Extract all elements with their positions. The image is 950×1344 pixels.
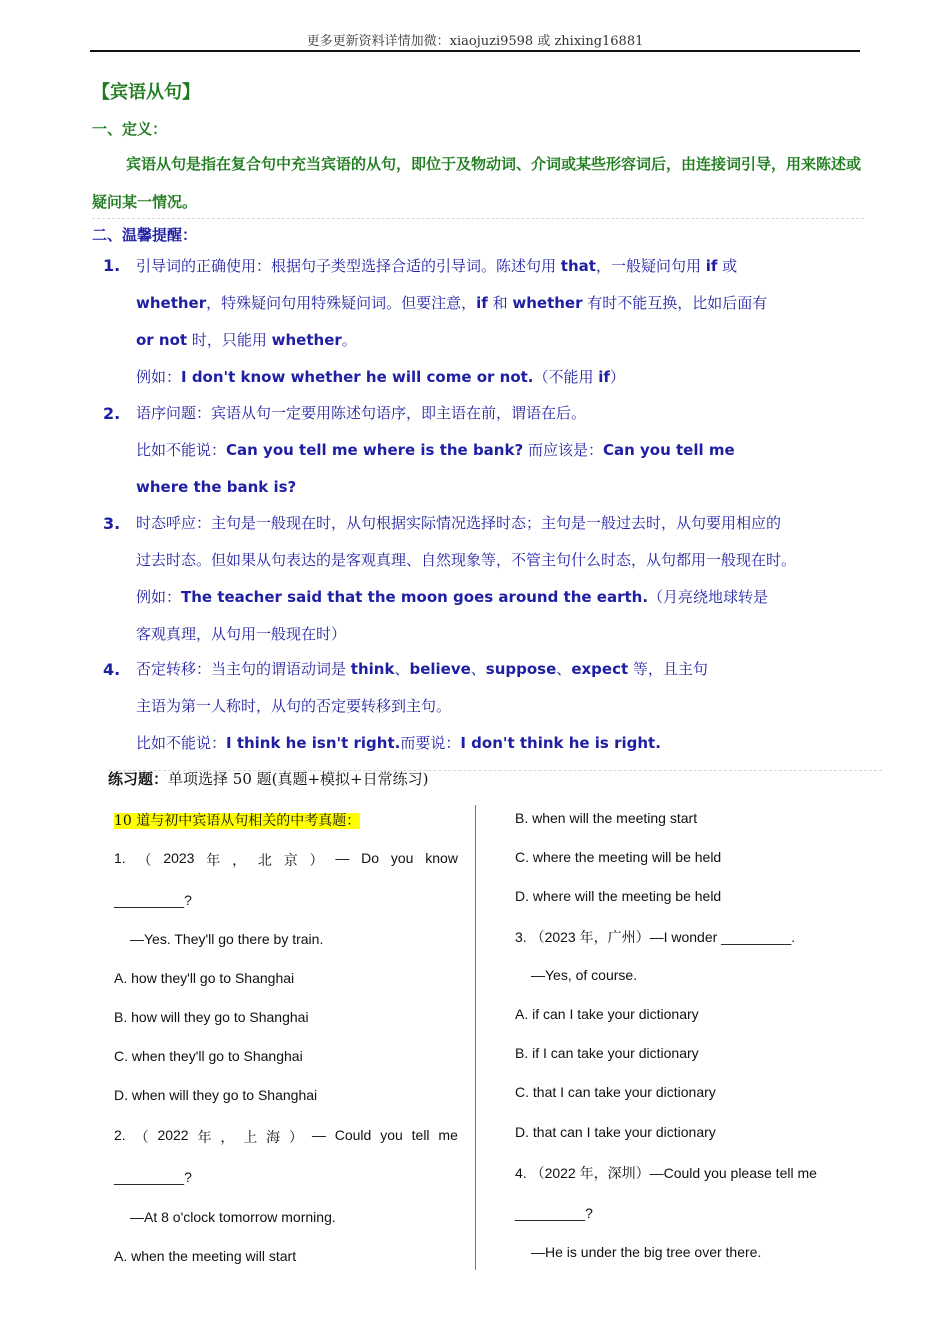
- option-c: C. where the meeting will be held: [515, 849, 722, 865]
- exercise-description: 单项选择 50 题(真题+模拟+日常练习): [168, 770, 429, 788]
- tips-heading: 二、温馨提醒：: [92, 226, 198, 244]
- page-title: 【宾语从句】: [92, 82, 200, 103]
- tip-1-line: whether，特殊疑问句用特殊疑问词。但要注意，if 和 whether 有时不能互换，比如后面有: [136, 294, 768, 312]
- dialog-reply: —At 8 o'clock tomorrow morning.: [130, 1209, 336, 1225]
- dialog-reply: —Yes, of course.: [531, 967, 638, 983]
- tip-number: 3.: [103, 514, 121, 533]
- tip-3: [136, 505, 876, 653]
- option-d: D. that can I take your dictionary: [515, 1124, 716, 1140]
- definition-text: 宾语从句是指在复合句中充当宾语的从句，即位于及物动词、介词或某些形容词后，由连接词引导，用来陈述或疑问某一情况。: [92, 155, 862, 211]
- column-divider: [475, 805, 476, 1270]
- definition-heading: 一、定义：: [92, 120, 168, 138]
- tip-1-example: 例如：I don't know whether he will come or not.（不能用 if）: [136, 368, 625, 386]
- answer-blank: _________?: [515, 1205, 593, 1221]
- tip-3-line: 客观真理，从句用一般现在时）: [136, 625, 347, 643]
- option-d: D. when will they go to Shanghai: [114, 1087, 318, 1103]
- question-3-stem: 3. （2023 年，广州）—I wonder _________.: [515, 929, 796, 945]
- tip-4-line: 主语为第一人称时，从句的否定要转移到主句。: [136, 697, 452, 715]
- tip-1-line: 引导词的正确使用：根据句子类型选择合适的引导词。陈述句用 that，一般疑问句用 if 或: [136, 257, 738, 275]
- tip-2: [136, 395, 866, 506]
- dialog-reply: —He is under the big tree over there.: [531, 1244, 762, 1260]
- section-title: 10 道与初中宾语从句相关的中考真题：: [114, 813, 361, 829]
- option-d: D. where will the meeting be held: [515, 888, 722, 904]
- question-1-stem: 1. （ 2023 年 ， 北 京 ） — Do you know: [114, 850, 458, 868]
- tip-2-line: 比如不能说：Can you tell me where is the bank? 而应该是：Can you tell me: [136, 441, 735, 459]
- exercise-heading: [108, 768, 428, 789]
- tip-4: [136, 651, 866, 762]
- option-c: C. that I can take your dictionary: [515, 1084, 716, 1100]
- tip-1-line: or not 时，只能用 whether。: [136, 331, 357, 349]
- tip-2-line: 语序问题：宾语从句一定要用陈述句语序，即主语在前，谓语在后。: [136, 404, 587, 422]
- exercise-label: 练习题：: [108, 770, 169, 788]
- tip-number: 4.: [103, 660, 121, 679]
- tip-number: 1.: [103, 256, 121, 275]
- option-a: A. when the meeting will start: [114, 1248, 297, 1264]
- header-rule: [90, 50, 860, 52]
- tip-4-line: 否定转移：当主句的谓语动词是 think、believe、suppose、expect 等，且主句: [136, 660, 708, 678]
- dialog-reply: —Yes. They'll go there by train.: [130, 931, 324, 947]
- option-a: A. if can I take your dictionary: [515, 1006, 699, 1022]
- tip-3-line: 过去时态。但如果从句表达的是客观真理、自然现象等，不管主句什么时态，从句都用一般现在时。: [136, 551, 797, 569]
- question-4-stem: 4. （2022 年，深圳）—Could you please tell me: [515, 1165, 817, 1181]
- option-b: B. when will the meeting start: [515, 810, 698, 826]
- option-b: B. how will they go to Shanghai: [114, 1009, 309, 1025]
- tip-3-example: 例如：The teacher said that the moon goes around the earth.（月亮绕地球转是: [136, 588, 769, 606]
- tip-2-line: where the bank is?: [136, 478, 297, 496]
- tip-4-example: 比如不能说：I think he isn't right.而要说：I don't think he is right.: [136, 734, 661, 752]
- page-header: 更多更新资料详情加微：xiaojuzi9598 或 zhixing16881: [306, 34, 644, 49]
- section-divider: [92, 218, 864, 219]
- option-c: C. when they'll go to Shanghai: [114, 1048, 303, 1064]
- option-a: A. how they'll go to Shanghai: [114, 970, 295, 986]
- answer-blank: _________?: [114, 892, 192, 908]
- tip-number: 2.: [103, 404, 121, 423]
- answer-blank: _________?: [114, 1169, 192, 1185]
- tip-3-line: 时态呼应：主句是一般现在时，从句根据实际情况选择时态；主句是一般过去时，从句要用相应的: [136, 514, 782, 532]
- tip-1: [136, 248, 866, 396]
- question-2-stem: 2. （ 2022 年 ， 上 海 ） — Could you tell me: [114, 1127, 458, 1145]
- option-b: B. if I can take your dictionary: [515, 1045, 699, 1061]
